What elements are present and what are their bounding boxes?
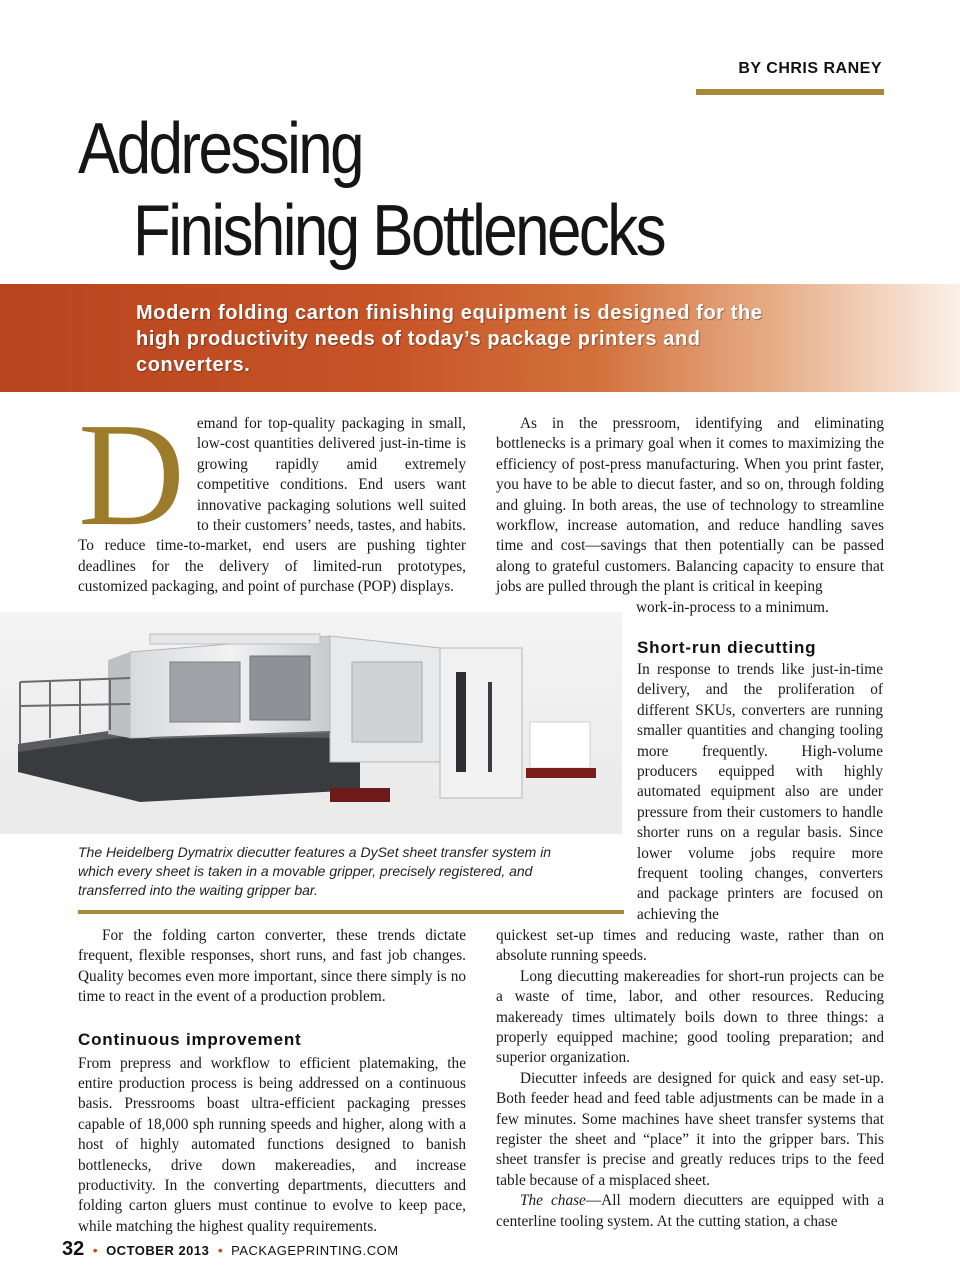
continuous-improvement-heading: Continuous improvement: [78, 1029, 302, 1049]
short-run-paragraph: In response to trends like just-in-time delivery, and the proliferation of different SKUs, converters are running smaller quantities and changing tooling more frequently. High-volume producers equipped with highly automated equipment also are under pressure from their customers to handle shorter runs on a regular basis. Since lower volume jobs require more frequent tooling changes, converters and package printers are focused on achieving the: [637, 661, 883, 923]
infeed-paragraph: Diecutter infeeds are designed for quick and easy set-up. Both feeder head and feed table adjustments can be made in a few minutes. Some machines have sheet transfer systems that register the sheet and “place” it into the gripper bars. This sheet transfer is precise and greatly reduces trips to the feed table because of a misplaced sheet.: [496, 1069, 884, 1189]
bullet-icon: •: [92, 1242, 98, 1258]
bullet-icon: •: [217, 1242, 223, 1258]
photo-caption: The Heidelberg Dymatrix diecutter features a DySet sheet transfer system in which every sheet is taken in a movable gripper, precisely registered, and transferred into the waiting gripper bar.: [78, 844, 552, 898]
drop-cap: D: [78, 393, 185, 557]
page-footer: [62, 1238, 399, 1261]
byline: BY CHRIS RANEY: [738, 60, 882, 77]
pressroom-paragraph-tail: work-in-process to a minimum.: [636, 598, 829, 616]
caption-rule: [78, 910, 624, 914]
diecutter-photo: [0, 612, 622, 834]
deck-text: Modern folding carton finishing equipment is designed for the high productivity needs of today’s package printers and converters.: [136, 302, 763, 376]
website: PACKAGEPRINTING.COM: [231, 1243, 399, 1258]
title-line-1: Addressing: [78, 109, 362, 189]
chase-text: —All modern diecutters are equipped with a centerline tooling system. At the cutting station, a chase: [496, 1192, 884, 1230]
makeready-paragraph: Long diecutting makereadies for short-run projects can be a waste of time, labor, and other resources. Reducing makeready times ultimately boils down to three things: a properly equipped machine; good tooling preparation; and superior organization.: [496, 967, 884, 1067]
right-column-bottom: [496, 926, 884, 1232]
short-run-heading: Short-run diecutting: [637, 638, 817, 657]
title-line-2: Finishing Bottlenecks: [133, 191, 664, 271]
intro-column: [78, 393, 466, 598]
left-column-bottom: [78, 926, 466, 1237]
pressroom-paragraph: As in the pressroom, identifying and eliminating bottlenecks is a primary goal when it comes to maximizing the efficiency of post-press manufacturing. When you print faster, you have to be able to diecut faster, and so on, through folding and gluing. In both areas, the use of technology to streamline workflow, increase automation, and reduce handling saves time and cost—savings that then potentially can be passed along to grateful customers. Balancing capacity to ensure that jobs are pulled through the plant is critical in keeping: [496, 415, 884, 596]
article-title: [78, 108, 664, 272]
continuous-improvement-paragraph: From prepress and workflow to efficient platemaking, the entire production process is being addressed on a continuous basis. Pressrooms boast ultra-efficient packaging presses capable of 18,000 sph running speeds and higher, along with a host of highly automated functions designed to banish bottlenecks, drive down makereadies, and increase productivity. In the converting departments, diecutters and folding carton gluers must continue to evolve to keep pace, while matching the highest quality requirements.: [78, 1054, 466, 1235]
short-run-section: [637, 638, 883, 925]
issue-date: OCTOBER 2013: [106, 1243, 210, 1258]
right-column-top: [496, 414, 884, 618]
intro-paragraph: emand for top-quality packaging in small, low-cost quantities delivered just-in-time is growing rapidly amid extremely competitive conditions. End users want innovative packaging solutions well suited to their customers’ needs, tastes, and habits. To reduce time-to-market, end users are pushing tighter deadlines for the delivery of limited-run prototypes, customized packaging, and point of purchase (POP) displays.: [78, 415, 466, 596]
short-run-paragraph-end: quickest set-up times and reducing waste, rather than on absolute running speeds.: [496, 927, 884, 965]
page-number: 32: [62, 1238, 85, 1260]
chase-run-in: The chase: [520, 1192, 586, 1210]
chase-paragraph: [496, 1191, 884, 1232]
trends-paragraph: For the folding carton converter, these trends dictate frequent, flexible responses, short runs, and fast job changes. Quality becomes even more important, since there simply is no time to react in the event of a production problem.: [78, 927, 466, 1006]
byline-rule: [696, 89, 884, 95]
